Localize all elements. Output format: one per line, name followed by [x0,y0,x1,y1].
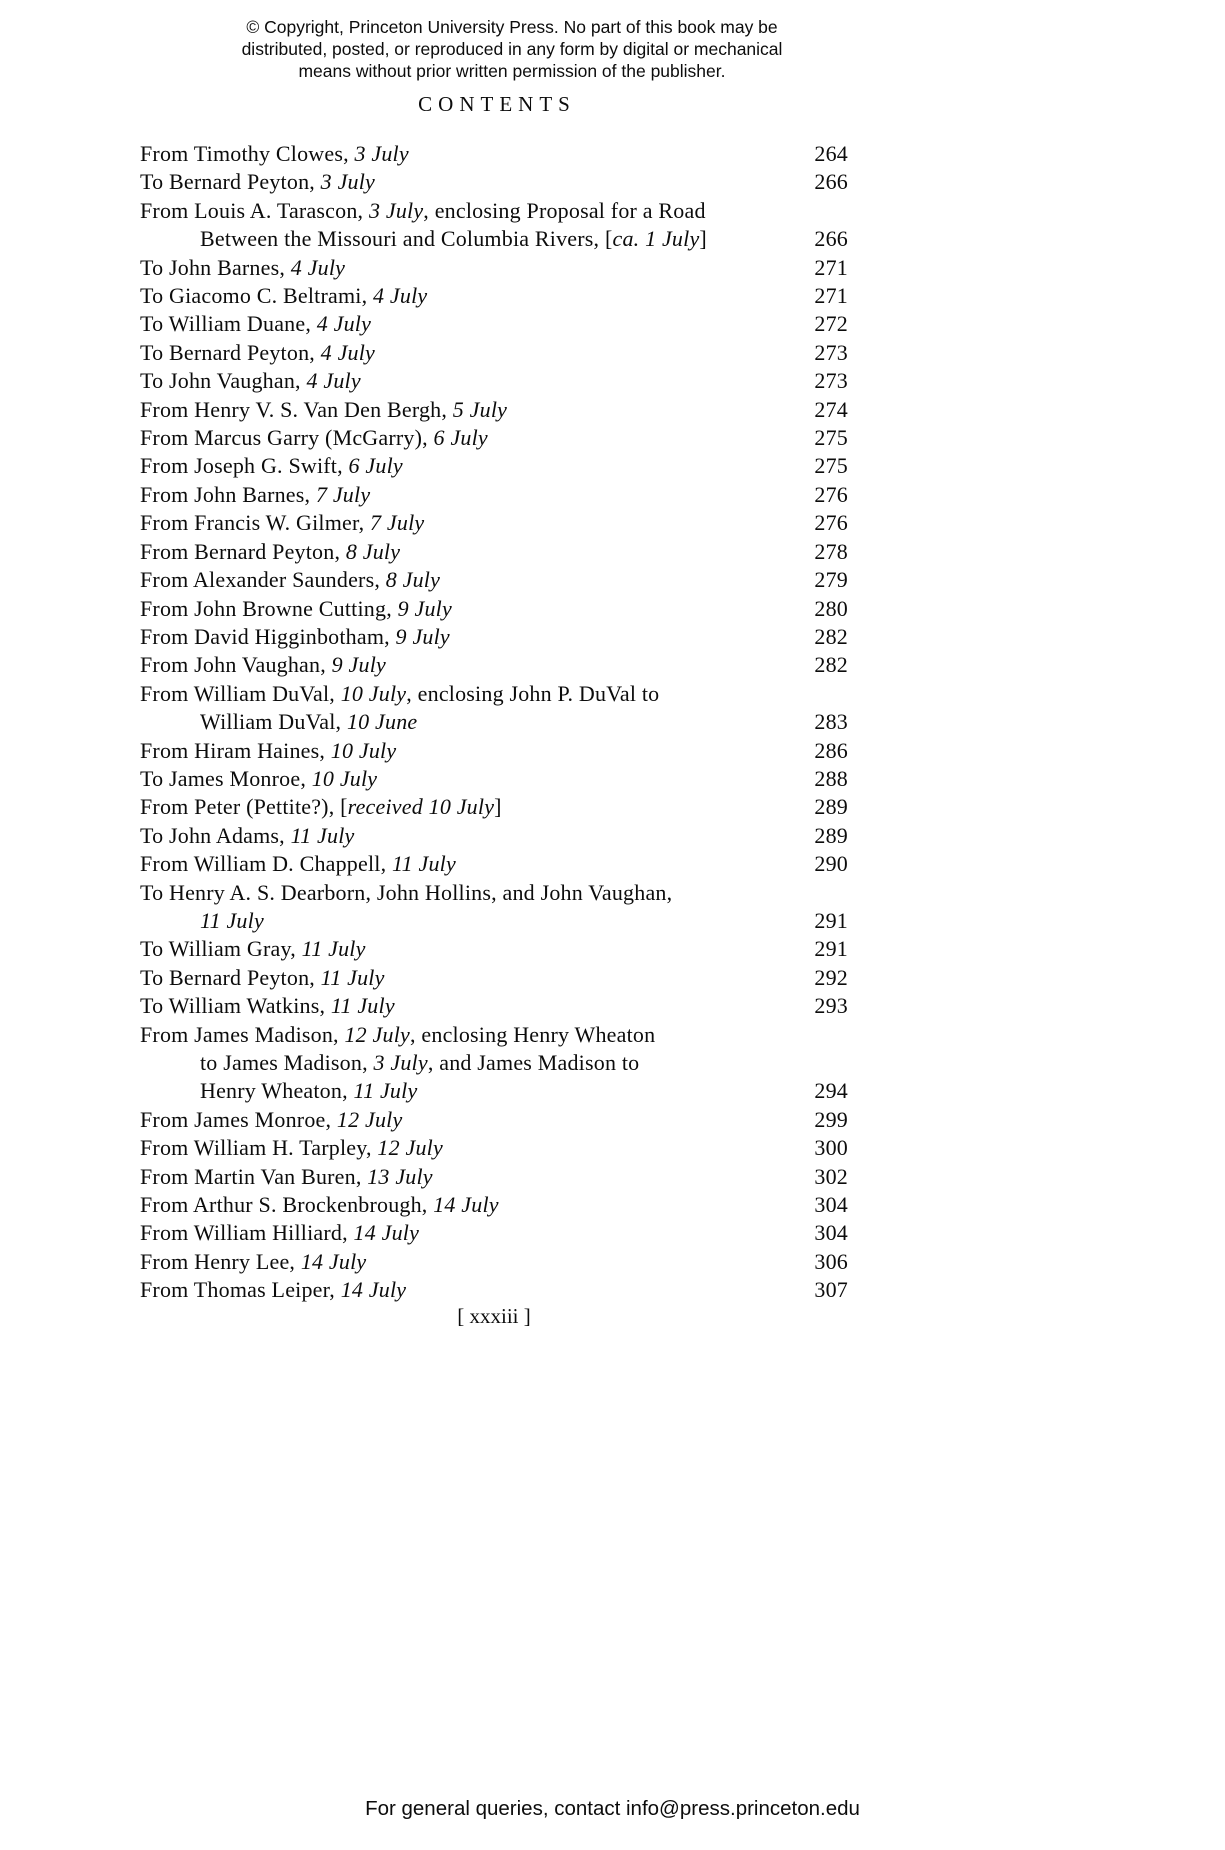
copyright-line-3: means without prior written permission of the publisher. [298,61,726,81]
page-number: 300 [814,1135,848,1161]
toc-entry-text: to James Madison, 3 July, and James Madison to [200,1050,640,1075]
page-number: 286 [814,737,848,763]
page-number: 266 [814,169,848,195]
page-number: 273 [814,339,848,365]
toc-entry-text: To Bernard Peyton, 4 July [140,339,376,365]
toc-entry-text: From Alexander Saunders, 8 July [140,567,441,593]
toc-entry-text: To James Monroe, 10 July [140,765,378,791]
toc-entry-text: From Martin Van Buren, 13 July [140,1163,433,1189]
page-number: 280 [814,595,848,621]
toc-entry-text: From William DuVal, 10 July, enclosing John P. DuVal to [140,680,660,706]
toc-entry-text: 11 July [200,907,264,933]
toc-line [140,822,848,850]
toc-entry-text: From Hiram Haines, 10 July [140,737,397,763]
toc-line [140,1021,848,1049]
toc-entry-text: To Giacomo C. Beltrami, 4 July [140,283,428,309]
toc-line [140,595,848,623]
toc-entry-text: From Marcus Garry (McGarry), 6 July [140,425,488,451]
toc-entry-text: From John Barnes, 7 July [140,481,371,507]
toc-line [140,1106,848,1134]
page-number: 293 [814,993,848,1019]
toc-line [140,1077,848,1105]
page-number: 274 [814,396,848,422]
toc-line [140,1219,848,1247]
toc-entry-text: To William Gray, 11 July [140,936,366,962]
page-number: 299 [814,1106,848,1132]
toc-line [140,168,848,196]
copyright-line-1: © Copyright, Princeton University Press. No part of this book may be [246,17,778,37]
toc-list [140,140,848,1305]
page-number: 289 [814,822,848,848]
page-number: 289 [814,794,848,820]
toc-entry-text: To Henry A. S. Dearborn, John Hollins, and John Vaughan, [140,879,673,905]
toc-entry-text: From Joseph G. Swift, 6 July [140,453,403,479]
toc-line [140,793,848,821]
page-number: 264 [814,141,848,166]
toc-line [140,310,848,338]
toc-line [140,680,848,708]
page-number: 275 [814,425,848,451]
toc-entry-text: From Henry Lee, 14 July [140,1248,367,1274]
toc-line [140,367,848,395]
toc-entry-text: To John Barnes, 4 July [140,254,346,280]
toc-entry-text: From Louis A. Tarascon, 3 July, enclosing Proposal for a Road [140,197,706,223]
copyright-notice [0,16,1024,82]
toc-line [140,907,848,935]
page-number: 271 [814,283,848,309]
toc-line [140,509,848,537]
page-number: 276 [814,510,848,536]
toc-line [140,879,848,907]
page-number: 266 [814,226,848,252]
page-number: 288 [814,765,848,791]
page-title: CONTENTS [418,92,576,116]
toc-line [140,992,848,1020]
toc-line [140,935,848,963]
toc-entry-text: To John Vaughan, 4 July [140,368,361,394]
toc-entry-text: From Francis W. Gilmer, 7 July [140,510,425,536]
page-number: 278 [814,538,848,564]
toc-line [140,1248,848,1276]
toc-line [140,765,848,793]
toc-entry-text: From James Monroe, 12 July [140,1106,403,1132]
toc-entry-text: From Thomas Leiper, 14 July [140,1277,407,1303]
toc-line [140,651,848,679]
toc-entry-text: From Arthur S. Brockenbrough, 14 July [140,1192,499,1218]
toc-line [140,1191,848,1219]
page-number: 276 [814,481,848,507]
toc-line [140,708,848,736]
toc-line [140,566,848,594]
page-number: 304 [814,1192,848,1218]
toc-line [140,481,848,509]
toc-line [140,850,848,878]
toc-line [140,424,848,452]
page-number: 291 [814,907,848,933]
toc-entry-text: From Timothy Clowes, 3 July [140,141,409,166]
toc-entry-text: From Henry V. S. Van Den Bergh, 5 July [140,396,508,422]
toc-entry-text: To John Adams, 11 July [140,822,355,848]
toc-entry-text: From John Vaughan, 9 July [140,652,386,678]
page-number: 275 [814,453,848,479]
toc-entry-text: From Bernard Peyton, 8 July [140,538,401,564]
toc-line [140,396,848,424]
page-number: 307 [814,1277,848,1303]
toc-entry-text: From John Browne Cutting, 9 July [140,595,452,621]
page-number: 306 [814,1248,848,1274]
page-number: 282 [814,623,848,649]
toc-entry-text: To William Duane, 4 July [140,311,372,337]
page-number: 279 [814,567,848,593]
page-number: 273 [814,368,848,394]
folio-page-number: [ xxxiii ] [457,1304,531,1328]
toc-entry-text: From David Higginbotham, 9 July [140,623,450,649]
toc-line [140,1163,848,1191]
toc-line [140,737,848,765]
toc-line [140,225,848,253]
page-number: 290 [814,851,848,877]
copyright-line-2: distributed, posted, or reproduced in any form by digital or mechanical [241,39,783,59]
page-number: 271 [814,254,848,280]
toc-entry-text: Between the Missouri and Columbia Rivers, [ca. 1 July] [200,226,707,252]
page-number: 272 [814,311,848,337]
toc-entry-text: From James Madison, 12 July, enclosing Henry Wheaton [140,1021,656,1047]
page-number: 283 [814,709,848,735]
page-number: 302 [814,1163,848,1189]
toc-entry-text: To Bernard Peyton, 11 July [140,964,385,990]
page-number: 294 [814,1078,848,1104]
toc-line [140,623,848,651]
toc-line [140,1134,848,1162]
toc-line [140,538,848,566]
toc-entry-text: Henry Wheaton, 11 July [200,1078,418,1104]
toc-entry-text: William DuVal, 10 June [200,709,418,735]
toc-entry-text: From Peter (Pettite?), [received 10 July] [140,794,502,820]
toc-line [140,1276,848,1304]
toc-line [140,452,848,480]
toc-entry-text: From William D. Chappell, 11 July [140,851,456,877]
page-number: 291 [814,936,848,962]
page-number: 304 [814,1220,848,1246]
query-footer: For general queries, contact info@press.princeton.edu [365,1797,860,1820]
page-number: 282 [814,652,848,678]
toc-line [140,254,848,282]
toc-line [140,339,848,367]
toc-entry-text: From William Hilliard, 14 July [140,1220,420,1246]
toc-line [140,1049,848,1077]
page-number: 292 [814,964,848,990]
toc-entry-text: From William H. Tarpley, 12 July [140,1135,443,1161]
toc-entry-text: To William Watkins, 11 July [140,993,395,1019]
toc-line [140,140,848,168]
toc-line [140,282,848,310]
toc-line [140,964,848,992]
toc-line [140,197,848,225]
toc-entry-text: To Bernard Peyton, 3 July [140,169,376,195]
